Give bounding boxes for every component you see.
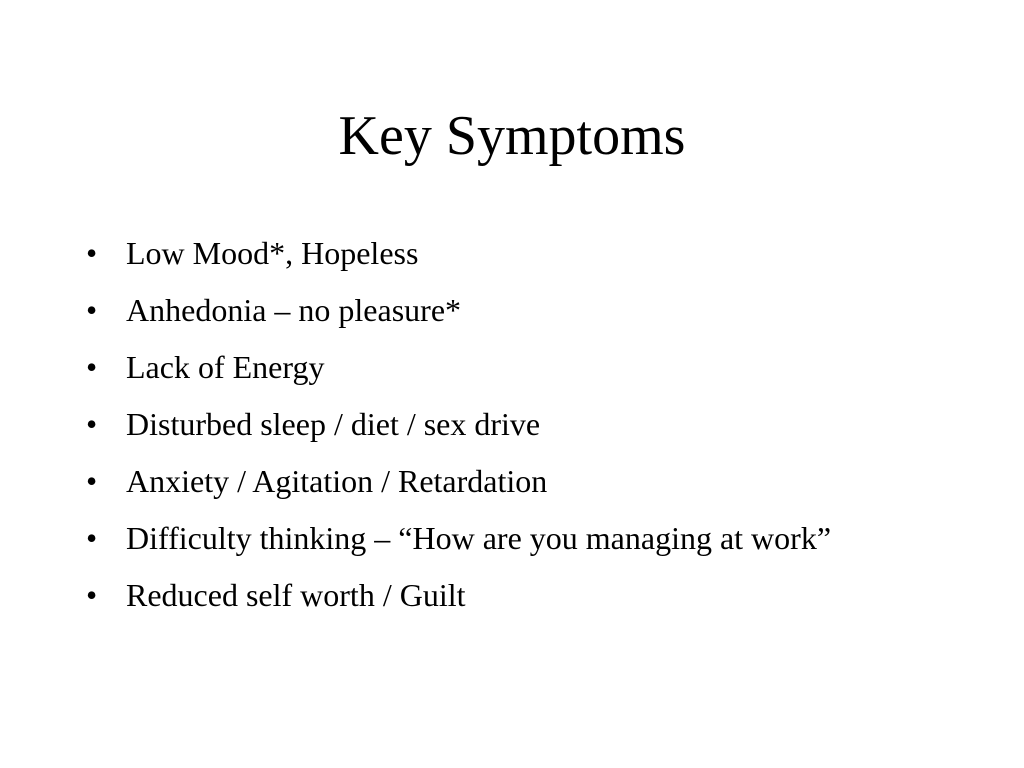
bullet-item-thinking: [86, 514, 926, 562]
bullet-item-anhedonia: [86, 286, 926, 334]
bullet-icon: •: [86, 463, 98, 499]
bullet-text: Reduced self worth / Guilt: [126, 577, 466, 613]
bullet-icon: •: [86, 520, 98, 556]
bullet-text: Anxiety / Agitation / Retardation: [126, 463, 548, 499]
bullet-item-sleep: [86, 400, 926, 448]
bullet-icon: •: [86, 577, 98, 613]
bullet-text: Anhedonia – no pleasure*: [126, 292, 462, 328]
bullet-list: [86, 229, 926, 628]
bullet-icon: •: [86, 406, 98, 442]
bullet-item-self-worth: [86, 571, 926, 619]
bullet-item-anxiety: [86, 457, 926, 505]
bullet-icon: •: [86, 292, 98, 328]
bullet-text: Low Mood*, Hopeless: [126, 235, 419, 271]
bullet-text: Difficulty thinking – “How are you managing at work”: [126, 520, 832, 556]
bullet-text: Lack of Energy: [126, 349, 325, 385]
bullet-item-energy: [86, 343, 926, 391]
slide-title: Key Symptoms: [338, 105, 686, 167]
bullet-icon: •: [86, 235, 98, 271]
bullet-text: Disturbed sleep / diet / sex drive: [126, 406, 541, 442]
bullet-icon: •: [86, 349, 98, 385]
bullet-item-low-mood: [86, 229, 926, 277]
